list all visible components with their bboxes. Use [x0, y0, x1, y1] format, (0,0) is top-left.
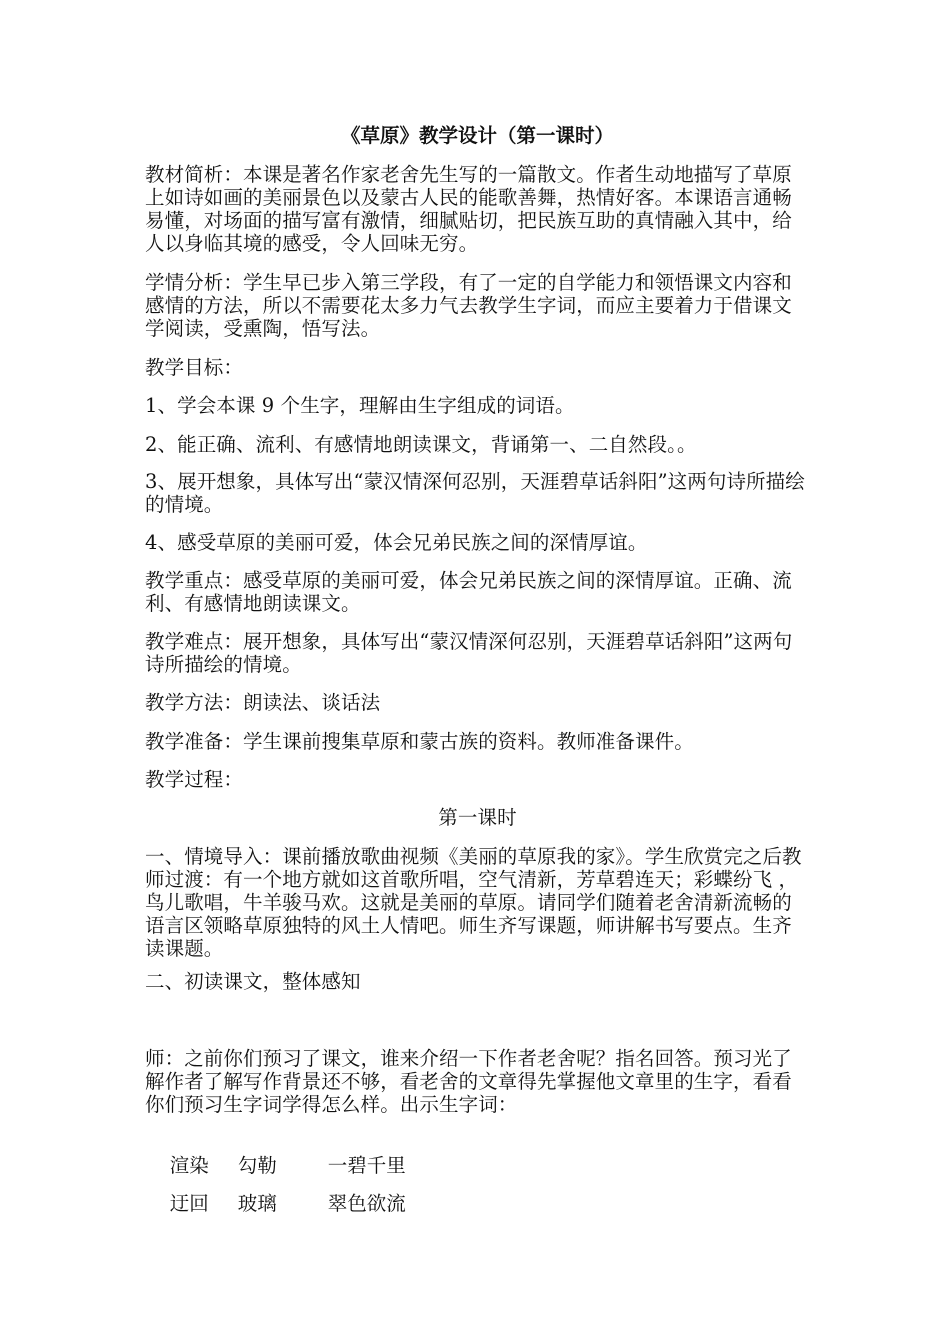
goal-4: 4、感受草原的美丽可爱，体会兄弟民族之间的深情厚谊。 — [145, 531, 648, 554]
section-2-heading: 二、初读课文，整体感知 — [145, 970, 361, 993]
teaching-goals-heading: 教学目标： — [145, 356, 244, 379]
vocabulary-word: 玻璃 — [237, 1192, 277, 1215]
textbook-analysis: 教材简析：本课是著名作家老舍先生写的一篇散文。作者生动地描写了草原上如诗如画的美丽景色以及蒙古人民的能歌善舞，热情好客。本课语言通畅易懂，对场面的描写富有激情，细腻贴切，把民族互助的真情融入其中，给人以身临其境的感受，令人回味无穷。 — [145, 163, 792, 255]
vocabulary-word: 勾勒 — [237, 1154, 277, 1177]
teaching-methods: 教学方法：朗读法、谈话法 — [145, 691, 381, 714]
goal-2: 2、能正确、流利、有感情地朗读课文，背诵第一、二自然段。。 — [145, 433, 697, 456]
vocabulary-word: 一碧千里 — [327, 1154, 406, 1177]
vocabulary-row — [145, 1169, 810, 1238]
teaching-difficulties: 教学难点：展开想象，具体写出“蒙汉情深何忍别，天涯碧草话斜阳”这两句诗所描绘的情境。 — [145, 630, 793, 676]
vocabulary-word: 翠色欲流 — [327, 1192, 406, 1215]
vocabulary-word: 迂回 — [169, 1192, 209, 1215]
document-title: 《草原》教学设计（第一课时） — [340, 124, 614, 147]
student-analysis: 学情分析：学生早已步入第三学段，有了一定的自学能力和领悟课文内容和感情的方法，所以不需要花太多力气去教学生字词，而应主要着力于借课文学阅读，受熏陶，悟写法。 — [145, 271, 792, 340]
goal-1: 1、学会本课 9 个生字，理解由生字组成的词语。 — [145, 394, 575, 417]
teaching-preparation: 教学准备：学生课前搜集草原和蒙古族的资料。教师准备课件。 — [145, 730, 694, 753]
vocabulary-word: 渲染 — [169, 1154, 209, 1177]
teaching-process-heading: 教学过程： — [145, 768, 244, 791]
goal-3: 3、展开想象，具体写出“蒙汉情深何忍别，天涯碧草话斜阳”这两句诗所描绘的情境。 — [145, 470, 805, 516]
section-1-introduction: 一、情境导入：课前播放歌曲视频《美丽的草原我的家》。学生欣赏完之后教师过渡：有一个地方就如这首歌所唱，空气清新，芳草碧连天；彩蝶纷飞 ，鸟儿歌唱，牛羊骏马欢。这就是美丽的草原。请同学们随着老舍清新流畅的语言区领略草原独特的风土人情吧。师生齐写课题，师讲解书写要点。生齐读课题。 — [145, 845, 802, 960]
lesson-one-heading: 第一课时 — [438, 806, 517, 829]
teaching-key-points: 教学重点：感受草原的美丽可爱，体会兄弟民族之间的深情厚谊。正确、流利、有感情地朗读课文。 — [145, 569, 792, 615]
teacher-dialogue: 师：之前你们预习了课文，谁来介绍一下作者老舍呢？指名回答。预习光了解作者了解写作背景还不够，看老舍的文章得先掌握他文章里的生字，看看你们预习生字词学得怎么样。出示生字词： — [145, 1047, 792, 1116]
